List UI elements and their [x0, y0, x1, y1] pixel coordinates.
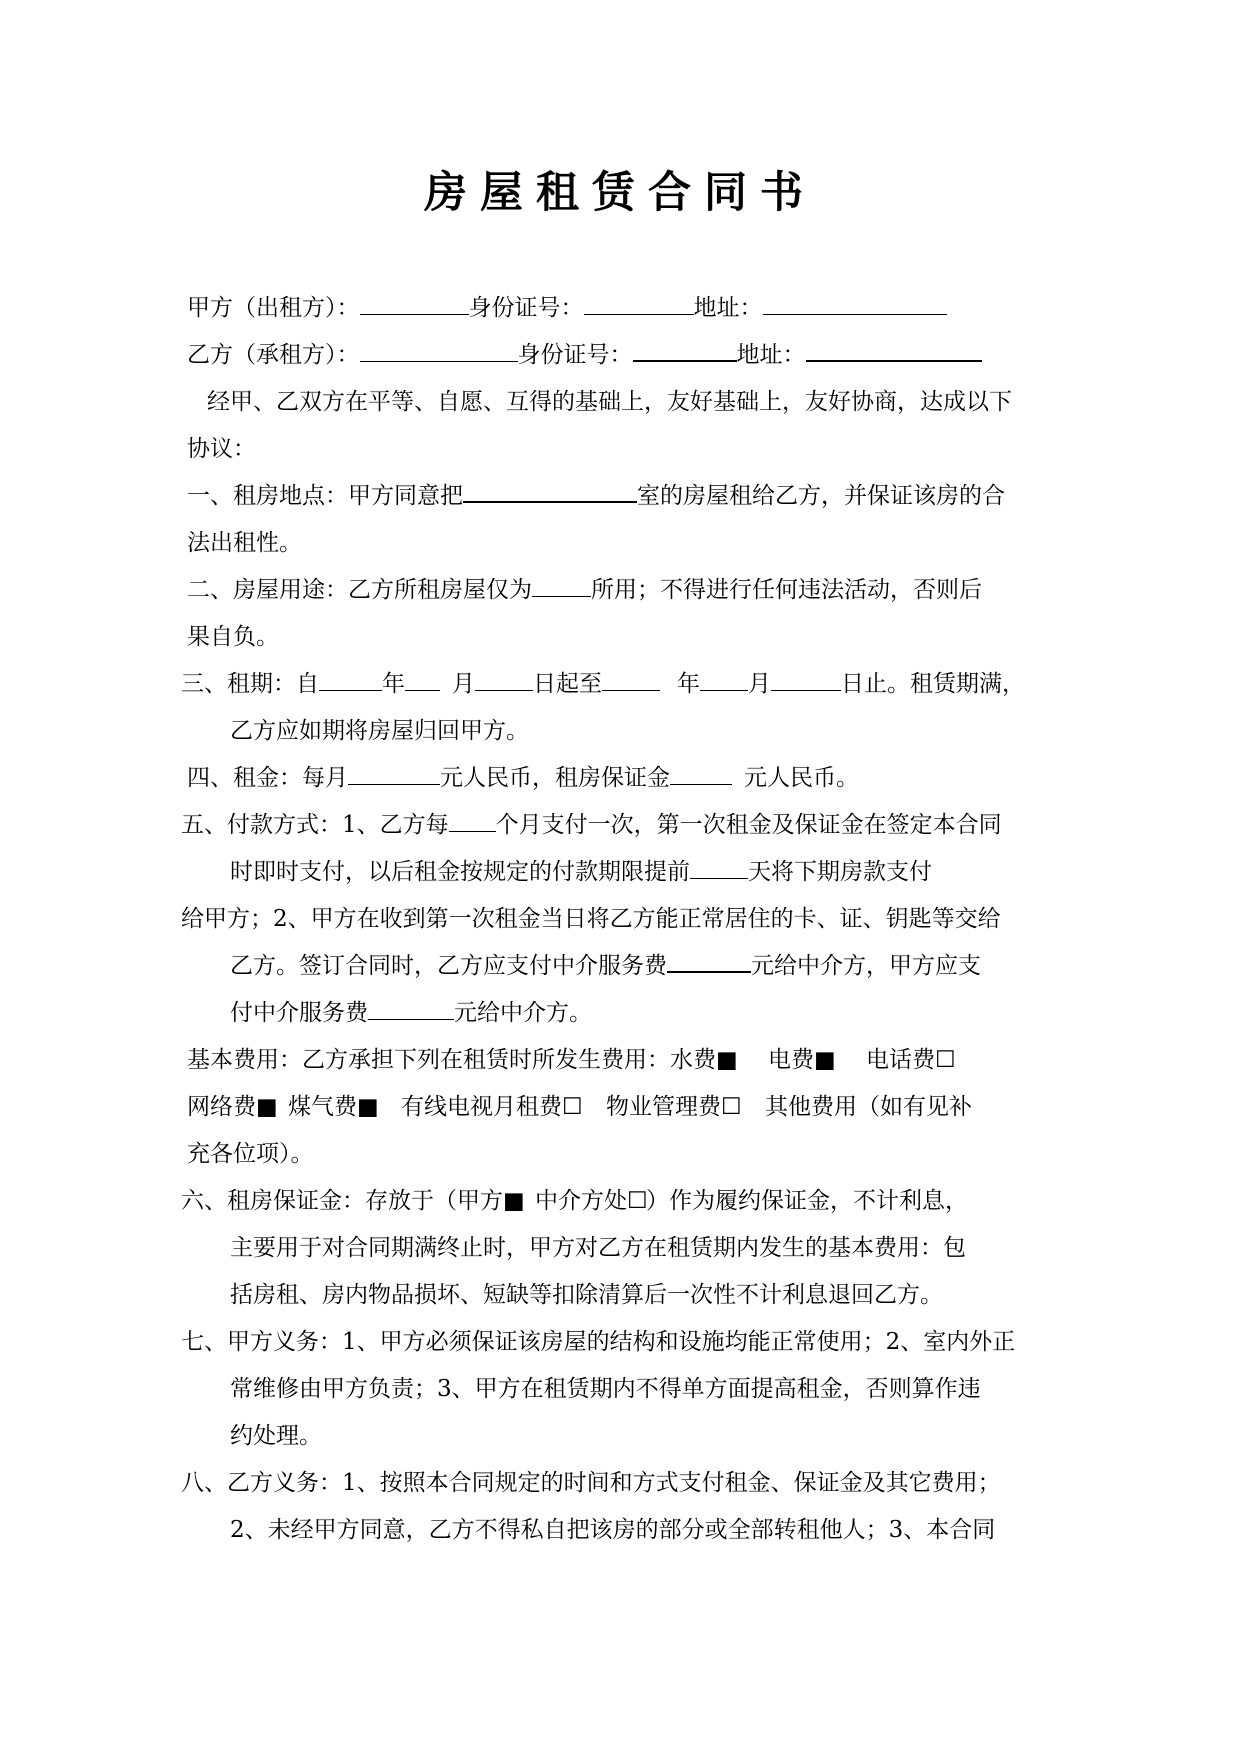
clause-1-line-cont: 法出租性。 [187, 530, 302, 556]
party-a-line [187, 291, 947, 325]
clause-4-text-a: 四、租金：每月 [187, 765, 348, 791]
month-label-2: 月 [748, 671, 771, 697]
party-b-line [187, 338, 982, 372]
phone-fee-label: 电话费 [866, 1047, 935, 1073]
party-a-address-label: 地址： [693, 295, 763, 321]
clause-5-text-h: 元给中介方。 [454, 1000, 592, 1026]
clause-2-text-a: 二、房屋用途：乙方所租房屋仅为 [187, 577, 532, 603]
end-year-blank[interactable] [602, 668, 660, 691]
clause-3-text-b: 日起至 [533, 671, 602, 697]
deposit-blank[interactable] [670, 762, 732, 785]
gas-fee-label: 煤气费 [288, 1094, 357, 1120]
clause-5-text-g: 付中介服务费 [230, 1000, 368, 1026]
clause-5-line-4 [230, 949, 981, 983]
party-b-name-blank[interactable] [360, 339, 518, 362]
phone-fee-checkbox[interactable]: ☐ [935, 1047, 956, 1073]
party-b-address-blank[interactable] [806, 338, 982, 362]
clause-4-text-b: 元人民币，租房保证金 [440, 765, 670, 791]
clause-6-text-b: ）作为履约保证金，不计利息， [646, 1188, 968, 1214]
cable-tv-fee-checkbox[interactable]: ☐ [562, 1094, 583, 1120]
party-b-id-blank[interactable] [633, 338, 737, 362]
clause-5-text-d: 天将下期房款支付 [748, 859, 932, 885]
month-label-1: 月 [452, 671, 475, 697]
clause-6-line [181, 1184, 968, 1218]
preamble-line-cont: 协议： [187, 436, 256, 462]
electricity-fee-label: 电费 [768, 1047, 814, 1073]
clause-6-line-2: 主要用于对合同期满终止时，甲方对乙方在租赁期内发生的基本费用：包 [230, 1235, 966, 1261]
cable-tv-fee-label: 有线电视月租费 [401, 1094, 562, 1120]
deposit-agency-label: 中介方处 [535, 1188, 627, 1214]
deposit-landlord-checkbox[interactable]: ■ [503, 1188, 525, 1214]
clause-2-text-b: 所用；不得进行任何违法活动，否则后 [591, 577, 982, 603]
start-month-blank[interactable] [405, 668, 440, 691]
year-label-1: 年 [382, 671, 405, 697]
clause-5-line [181, 808, 1002, 842]
basic-fees-line-2 [187, 1090, 972, 1124]
clause-5-text-c: 时即时支付，以后租金按规定的付款期限提前 [230, 859, 690, 885]
clause-2-line-cont: 果自负。 [187, 624, 279, 650]
payment-months-blank[interactable] [449, 809, 496, 832]
clause-5-line-3: 给甲方；2、甲方在收到第一次租金当日将乙方能正常居住的卡、证、钥匙等交给 [181, 906, 1001, 932]
party-a-label: 甲方（出租方）： [187, 295, 360, 321]
water-fee-checkbox[interactable]: ■ [716, 1047, 738, 1073]
clause-5-line-2 [230, 855, 932, 889]
clause-3-line-cont: 乙方应如期将房屋归回甲方。 [230, 718, 529, 744]
clause-5-line-5 [230, 996, 592, 1030]
clause-4-line [187, 761, 859, 795]
start-day-blank[interactable] [475, 668, 533, 691]
clause-3-text-a: 三、租期：自 [181, 671, 319, 697]
party-b-address-label: 地址： [736, 342, 806, 368]
tenant-agency-fee-blank[interactable] [667, 949, 751, 973]
preamble-line: 经甲、乙双方在平等、自愿、互得的基础上，友好基础上，友好协商，达成以下 [207, 389, 1012, 415]
clause-6-line-3: 括房租、房内物品损坏、短缺等扣除清算后一次性不计利息退回乙方。 [230, 1282, 943, 1308]
clause-5-text-b: 个月支付一次，第一次租金及保证金在签定本合同 [495, 812, 1002, 838]
clause-4-text-c: 元人民币。 [744, 765, 859, 791]
electricity-fee-checkbox[interactable]: ■ [814, 1047, 836, 1073]
property-fee-checkbox[interactable]: ☐ [721, 1094, 742, 1120]
network-fee-checkbox[interactable]: ■ [256, 1094, 278, 1120]
monthly-rent-blank[interactable] [348, 762, 440, 785]
clause-7-line: 七、甲方义务：1、甲方必须保证该房屋的结构和设施均能正常使用；2、室内外正 [181, 1329, 1016, 1355]
party-a-id-blank[interactable] [584, 292, 694, 315]
party-b-id-label: 身份证号： [517, 342, 633, 368]
landlord-agency-fee-blank[interactable] [368, 997, 454, 1020]
clause-1-text-b: 室的房屋租给乙方，并保证该房的合 [637, 483, 1005, 509]
clause-7-line-2: 常维修由甲方负责；3、甲方在租赁期内不得单方面提高租金，否则算作违 [230, 1376, 981, 1402]
party-a-name-blank[interactable] [360, 292, 469, 315]
deposit-agency-checkbox[interactable]: ☐ [627, 1188, 648, 1214]
usage-blank[interactable] [532, 574, 591, 597]
basic-fees-text: 基本费用：乙方承担下列在租赁时所发生费用：水费 [187, 1047, 716, 1073]
clause-7-line-3: 约处理。 [230, 1423, 322, 1449]
end-day-blank[interactable] [771, 668, 841, 691]
clause-2-line [187, 573, 982, 607]
network-fee-label: 网络费 [187, 1094, 256, 1120]
other-fees-text: 其他费用（如有见补 [765, 1094, 972, 1120]
clause-1-text-a: 一、租房地点：甲方同意把 [187, 483, 463, 509]
party-a-address-blank[interactable] [763, 292, 947, 315]
party-b-label: 乙方（承租方）： [187, 342, 360, 368]
basic-fees-line [187, 1043, 954, 1077]
document-title: 房屋租赁合同书 [424, 168, 816, 218]
room-number-blank[interactable] [463, 479, 637, 503]
clause-5-text-e: 乙方。签订合同时，乙方应支付中介服务费 [230, 953, 667, 979]
end-month-blank[interactable] [700, 668, 748, 691]
clause-8-line-2: 2、未经甲方同意，乙方不得私自把该房的部分或全部转租他人；3、本合同 [230, 1517, 996, 1543]
clause-6-text-a: 六、租房保证金：存放于（甲方 [181, 1188, 503, 1214]
advance-days-blank[interactable] [690, 856, 748, 879]
clause-5-text-a: 五、付款方式：1、乙方每 [181, 812, 449, 838]
start-year-blank[interactable] [319, 668, 382, 691]
clause-8-line: 八、乙方义务：1、按照本合同规定的时间和方式支付租金、保证金及其它费用； [181, 1470, 1001, 1496]
clause-3-text-c: 日止。租赁期满， [841, 671, 1025, 697]
clause-3-line [181, 667, 1025, 701]
year-label-2: 年 [677, 671, 700, 697]
clause-1-line [187, 479, 1005, 513]
clause-5-text-f: 元给中介方，甲方应支 [751, 953, 981, 979]
basic-fees-line-3: 充各位项）。 [187, 1141, 314, 1167]
property-fee-label: 物业管理费 [606, 1094, 721, 1120]
gas-fee-checkbox[interactable]: ■ [357, 1094, 379, 1120]
party-a-id-label: 身份证号： [468, 295, 584, 321]
